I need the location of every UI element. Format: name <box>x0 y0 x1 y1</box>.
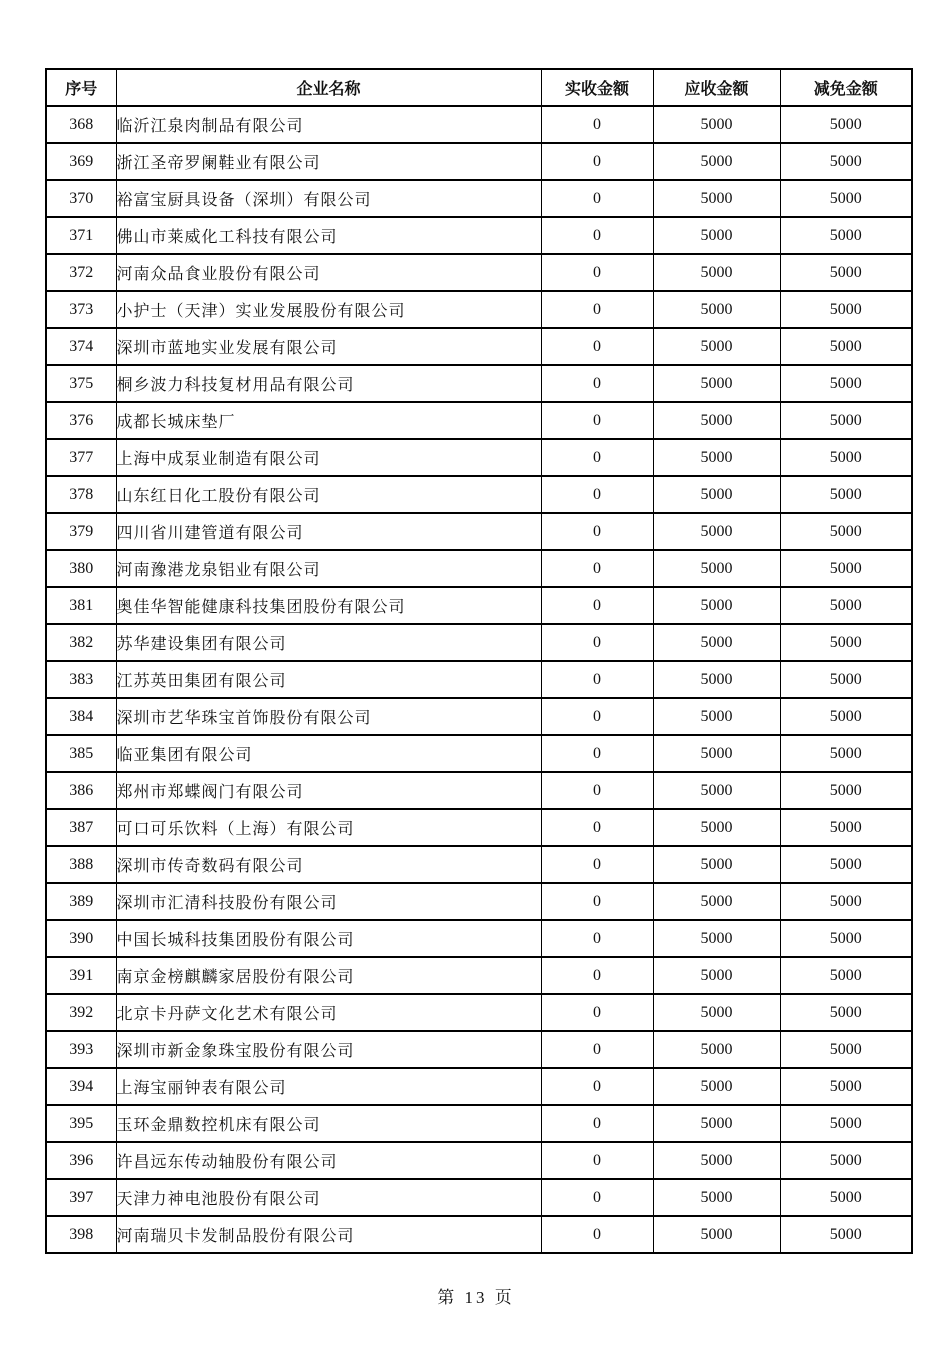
cell-amount-waived: 5000 <box>780 365 912 402</box>
cell-serial-number: 395 <box>46 1105 116 1142</box>
cell-serial-number: 392 <box>46 994 116 1031</box>
cell-serial-number: 369 <box>46 143 116 180</box>
cell-serial-number: 390 <box>46 920 116 957</box>
cell-serial-number: 386 <box>46 772 116 809</box>
cell-amount-received: 0 <box>541 587 653 624</box>
cell-serial-number: 371 <box>46 217 116 254</box>
cell-amount-due: 5000 <box>653 1216 780 1253</box>
cell-company-name: 奥佳华智能健康科技集团股份有限公司 <box>116 587 541 624</box>
cell-amount-received: 0 <box>541 1031 653 1068</box>
cell-amount-waived: 5000 <box>780 846 912 883</box>
cell-amount-due: 5000 <box>653 1179 780 1216</box>
cell-amount-waived: 5000 <box>780 624 912 661</box>
cell-serial-number: 368 <box>46 106 116 143</box>
cell-company-name: 小护士（天津）实业发展股份有限公司 <box>116 291 541 328</box>
cell-amount-received: 0 <box>541 809 653 846</box>
cell-serial-number: 377 <box>46 439 116 476</box>
table-row <box>46 439 912 476</box>
table-row <box>46 846 912 883</box>
cell-serial-number: 393 <box>46 1031 116 1068</box>
cell-amount-received: 0 <box>541 143 653 180</box>
cell-company-name: 玉环金鼎数控机床有限公司 <box>116 1105 541 1142</box>
header-serial-number: 序号 <box>46 69 116 106</box>
table-row <box>46 476 912 513</box>
cell-amount-waived: 5000 <box>780 1068 912 1105</box>
cell-amount-waived: 5000 <box>780 587 912 624</box>
cell-amount-due: 5000 <box>653 328 780 365</box>
cell-amount-due: 5000 <box>653 1031 780 1068</box>
cell-amount-due: 5000 <box>653 476 780 513</box>
cell-serial-number: 380 <box>46 550 116 587</box>
cell-company-name: 成都长城床垫厂 <box>116 402 541 439</box>
table-row <box>46 883 912 920</box>
cell-amount-due: 5000 <box>653 291 780 328</box>
header-amount-waived: 减免金额 <box>780 69 912 106</box>
cell-amount-due: 5000 <box>653 513 780 550</box>
cell-company-name: 山东红日化工股份有限公司 <box>116 476 541 513</box>
cell-company-name: 郑州市郑蝶阀门有限公司 <box>116 772 541 809</box>
cell-company-name: 河南众品食业股份有限公司 <box>116 254 541 291</box>
cell-amount-due: 5000 <box>653 624 780 661</box>
cell-company-name: 裕富宝厨具设备（深圳）有限公司 <box>116 180 541 217</box>
table-row <box>46 1179 912 1216</box>
table-row <box>46 661 912 698</box>
cell-amount-waived: 5000 <box>780 1216 912 1253</box>
fee-table <box>45 68 913 1254</box>
cell-company-name: 临亚集团有限公司 <box>116 735 541 772</box>
header-row <box>46 69 912 106</box>
table-row <box>46 698 912 735</box>
table-row <box>46 513 912 550</box>
cell-serial-number: 394 <box>46 1068 116 1105</box>
cell-company-name: 南京金榜麒麟家居股份有限公司 <box>116 957 541 994</box>
table-row <box>46 772 912 809</box>
table-row <box>46 1105 912 1142</box>
cell-serial-number: 396 <box>46 1142 116 1179</box>
cell-amount-waived: 5000 <box>780 920 912 957</box>
cell-company-name: 江苏英田集团有限公司 <box>116 661 541 698</box>
table-row <box>46 1142 912 1179</box>
cell-amount-received: 0 <box>541 846 653 883</box>
cell-amount-due: 5000 <box>653 735 780 772</box>
cell-amount-received: 0 <box>541 957 653 994</box>
cell-amount-received: 0 <box>541 1105 653 1142</box>
table-row <box>46 365 912 402</box>
header-amount-received: 实收金额 <box>541 69 653 106</box>
cell-amount-received: 0 <box>541 661 653 698</box>
cell-amount-received: 0 <box>541 772 653 809</box>
cell-amount-received: 0 <box>541 1216 653 1253</box>
cell-company-name: 河南豫港龙泉铝业有限公司 <box>116 550 541 587</box>
cell-serial-number: 382 <box>46 624 116 661</box>
table-row <box>46 587 912 624</box>
table-row <box>46 809 912 846</box>
table-row <box>46 180 912 217</box>
cell-amount-received: 0 <box>541 1179 653 1216</box>
cell-amount-waived: 5000 <box>780 772 912 809</box>
cell-serial-number: 391 <box>46 957 116 994</box>
cell-amount-received: 0 <box>541 291 653 328</box>
cell-serial-number: 375 <box>46 365 116 402</box>
table-row <box>46 328 912 365</box>
cell-amount-waived: 5000 <box>780 957 912 994</box>
cell-company-name: 上海宝丽钟表有限公司 <box>116 1068 541 1105</box>
cell-serial-number: 372 <box>46 254 116 291</box>
cell-serial-number: 381 <box>46 587 116 624</box>
cell-amount-waived: 5000 <box>780 476 912 513</box>
cell-company-name: 上海中成泵业制造有限公司 <box>116 439 541 476</box>
cell-serial-number: 384 <box>46 698 116 735</box>
cell-amount-due: 5000 <box>653 365 780 402</box>
cell-serial-number: 388 <box>46 846 116 883</box>
cell-amount-received: 0 <box>541 254 653 291</box>
cell-company-name: 河南瑞贝卡发制品股份有限公司 <box>116 1216 541 1253</box>
cell-amount-received: 0 <box>541 883 653 920</box>
cell-amount-waived: 5000 <box>780 217 912 254</box>
cell-amount-due: 5000 <box>653 698 780 735</box>
cell-company-name: 中国长城科技集团股份有限公司 <box>116 920 541 957</box>
cell-company-name: 苏华建设集团有限公司 <box>116 624 541 661</box>
cell-amount-waived: 5000 <box>780 106 912 143</box>
cell-amount-received: 0 <box>541 513 653 550</box>
cell-amount-received: 0 <box>541 217 653 254</box>
cell-amount-waived: 5000 <box>780 1105 912 1142</box>
cell-company-name: 深圳市传奇数码有限公司 <box>116 846 541 883</box>
cell-amount-waived: 5000 <box>780 698 912 735</box>
table-row <box>46 550 912 587</box>
cell-amount-received: 0 <box>541 735 653 772</box>
cell-amount-received: 0 <box>541 106 653 143</box>
cell-company-name: 深圳市汇清科技股份有限公司 <box>116 883 541 920</box>
cell-amount-received: 0 <box>541 476 653 513</box>
cell-amount-waived: 5000 <box>780 513 912 550</box>
cell-serial-number: 373 <box>46 291 116 328</box>
header-amount-due: 应收金额 <box>653 69 780 106</box>
cell-company-name: 天津力神电池股份有限公司 <box>116 1179 541 1216</box>
cell-amount-due: 5000 <box>653 661 780 698</box>
cell-amount-due: 5000 <box>653 254 780 291</box>
cell-amount-waived: 5000 <box>780 143 912 180</box>
cell-amount-due: 5000 <box>653 994 780 1031</box>
cell-amount-due: 5000 <box>653 1105 780 1142</box>
cell-company-name: 可口可乐饮料（上海）有限公司 <box>116 809 541 846</box>
cell-amount-due: 5000 <box>653 846 780 883</box>
table-row <box>46 402 912 439</box>
cell-serial-number: 397 <box>46 1179 116 1216</box>
cell-amount-due: 5000 <box>653 772 780 809</box>
cell-company-name: 佛山市莱威化工科技有限公司 <box>116 217 541 254</box>
table-row <box>46 106 912 143</box>
cell-company-name: 浙江圣帝罗阑鞋业有限公司 <box>116 143 541 180</box>
cell-amount-received: 0 <box>541 920 653 957</box>
cell-serial-number: 370 <box>46 180 116 217</box>
cell-amount-received: 0 <box>541 365 653 402</box>
cell-amount-received: 0 <box>541 1068 653 1105</box>
cell-serial-number: 398 <box>46 1216 116 1253</box>
cell-amount-received: 0 <box>541 180 653 217</box>
cell-amount-received: 0 <box>541 402 653 439</box>
cell-amount-waived: 5000 <box>780 439 912 476</box>
table-row <box>46 143 912 180</box>
table-row <box>46 217 912 254</box>
page-number: 第 13 页 <box>437 1288 515 1307</box>
cell-amount-due: 5000 <box>653 920 780 957</box>
cell-amount-due: 5000 <box>653 402 780 439</box>
cell-amount-due: 5000 <box>653 1068 780 1105</box>
table-row <box>46 291 912 328</box>
cell-amount-waived: 5000 <box>780 994 912 1031</box>
cell-company-name: 桐乡波力科技复材用品有限公司 <box>116 365 541 402</box>
cell-serial-number: 387 <box>46 809 116 846</box>
cell-company-name: 深圳市艺华珠宝首饰股份有限公司 <box>116 698 541 735</box>
cell-amount-waived: 5000 <box>780 1142 912 1179</box>
cell-amount-received: 0 <box>541 550 653 587</box>
cell-amount-waived: 5000 <box>780 1179 912 1216</box>
cell-amount-received: 0 <box>541 994 653 1031</box>
cell-amount-received: 0 <box>541 698 653 735</box>
table-row <box>46 254 912 291</box>
cell-company-name: 许昌远东传动轴股份有限公司 <box>116 1142 541 1179</box>
table-row <box>46 1031 912 1068</box>
table-row <box>46 1068 912 1105</box>
cell-amount-received: 0 <box>541 328 653 365</box>
cell-amount-waived: 5000 <box>780 180 912 217</box>
cell-amount-waived: 5000 <box>780 328 912 365</box>
header-company-name: 企业名称 <box>116 69 541 106</box>
cell-amount-received: 0 <box>541 439 653 476</box>
cell-amount-due: 5000 <box>653 883 780 920</box>
table-row <box>46 994 912 1031</box>
cell-amount-waived: 5000 <box>780 1031 912 1068</box>
cell-company-name: 深圳市蓝地实业发展有限公司 <box>116 328 541 365</box>
cell-amount-due: 5000 <box>653 550 780 587</box>
cell-serial-number: 385 <box>46 735 116 772</box>
cell-serial-number: 378 <box>46 476 116 513</box>
cell-amount-due: 5000 <box>653 143 780 180</box>
cell-amount-due: 5000 <box>653 217 780 254</box>
table-row <box>46 624 912 661</box>
table-row <box>46 920 912 957</box>
cell-amount-waived: 5000 <box>780 254 912 291</box>
cell-serial-number: 383 <box>46 661 116 698</box>
cell-amount-received: 0 <box>541 624 653 661</box>
cell-amount-waived: 5000 <box>780 883 912 920</box>
cell-serial-number: 376 <box>46 402 116 439</box>
cell-serial-number: 389 <box>46 883 116 920</box>
cell-amount-due: 5000 <box>653 957 780 994</box>
cell-amount-waived: 5000 <box>780 291 912 328</box>
cell-amount-due: 5000 <box>653 1142 780 1179</box>
cell-serial-number: 374 <box>46 328 116 365</box>
cell-amount-due: 5000 <box>653 439 780 476</box>
cell-company-name: 临沂江泉肉制品有限公司 <box>116 106 541 143</box>
cell-amount-waived: 5000 <box>780 661 912 698</box>
cell-amount-waived: 5000 <box>780 735 912 772</box>
cell-amount-due: 5000 <box>653 106 780 143</box>
table-row <box>46 735 912 772</box>
cell-company-name: 北京卡丹萨文化艺术有限公司 <box>116 994 541 1031</box>
cell-company-name: 四川省川建管道有限公司 <box>116 513 541 550</box>
cell-company-name: 深圳市新金象珠宝股份有限公司 <box>116 1031 541 1068</box>
table-row <box>46 957 912 994</box>
cell-amount-received: 0 <box>541 1142 653 1179</box>
cell-amount-waived: 5000 <box>780 809 912 846</box>
cell-amount-due: 5000 <box>653 587 780 624</box>
table-row <box>46 1216 912 1253</box>
cell-amount-waived: 5000 <box>780 550 912 587</box>
cell-amount-due: 5000 <box>653 809 780 846</box>
cell-serial-number: 379 <box>46 513 116 550</box>
cell-amount-waived: 5000 <box>780 402 912 439</box>
cell-amount-due: 5000 <box>653 180 780 217</box>
